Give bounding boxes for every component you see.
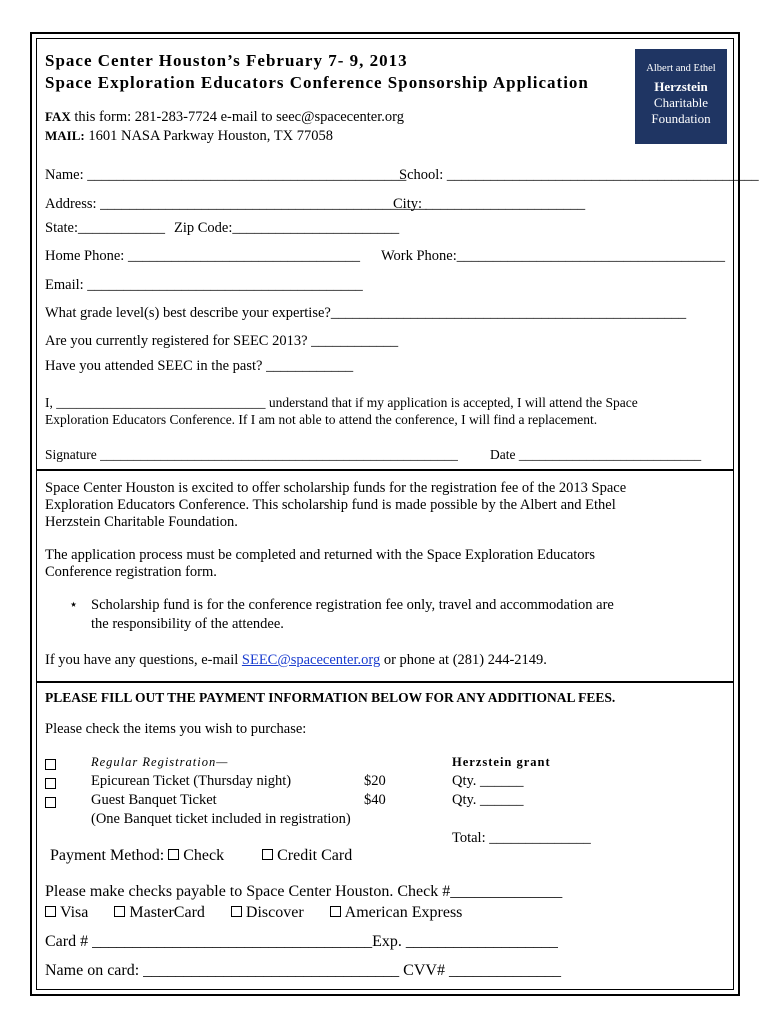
form-frame bbox=[36, 38, 759, 990]
payment-method-label: Payment Method: bbox=[50, 847, 165, 864]
purchase-instruction: Please check the items you wish to purchase: bbox=[45, 721, 307, 737]
email-field[interactable]: Email: ______________________________________ bbox=[45, 277, 363, 293]
total-field[interactable]: Total: ______________ bbox=[452, 830, 591, 846]
item2-checkbox[interactable] bbox=[45, 776, 60, 794]
credit-card-label: Credit Card bbox=[277, 847, 353, 864]
item3-qty[interactable]: Qty. ______ bbox=[452, 792, 524, 808]
banquet-note: (One Banquet ticket included in registration) bbox=[91, 811, 351, 827]
card-type-row bbox=[45, 904, 462, 922]
info-p2-line-2: Conference registration form. bbox=[45, 564, 217, 580]
title-line-1: Space Center Houston’s February 7- 9, 2013 bbox=[45, 51, 408, 70]
contact-prefix: If you have any questions, e-mail bbox=[45, 652, 242, 668]
grade-level-field[interactable]: What grade level(s) best describe your expertise?_________________________________________________ bbox=[45, 305, 687, 321]
logo-line-3: Charitable bbox=[653, 95, 709, 110]
name-on-card-field[interactable]: Name on card: ________________________________ CVV# ______________ bbox=[45, 962, 561, 979]
discover-label: Discover bbox=[245, 904, 304, 921]
amex-checkbox[interactable] bbox=[330, 906, 341, 917]
item1-checkbox[interactable] bbox=[45, 757, 60, 775]
checks-payable-line[interactable]: Please make checks payable to Space Center Houston. Check #______________ bbox=[45, 883, 563, 900]
item2-qty[interactable]: Qty. ______ bbox=[452, 773, 524, 789]
applicant-section bbox=[37, 39, 759, 471]
name-field[interactable]: Name: ____________________________________________ bbox=[45, 167, 407, 183]
signature-field[interactable]: Signature _____________________________________________________ bbox=[45, 447, 458, 462]
mail-text: 1601 NASA Parkway Houston, TX 77058 bbox=[84, 128, 333, 144]
info-p2-line-1: The application process must be completed and returned with the Space Exploration Educators bbox=[45, 547, 596, 563]
mastercard-checkbox[interactable] bbox=[114, 906, 125, 917]
fax-text: this form: 281-283-7724 e-mail to seec@spacecenter.org bbox=[70, 109, 404, 125]
home-phone-field[interactable]: Home Phone: ________________________________ bbox=[45, 248, 360, 264]
discover-checkbox[interactable] bbox=[231, 906, 242, 917]
title-line-2: Space Exploration Educators Conference Sponsorship Application bbox=[45, 73, 589, 92]
attended-field[interactable]: Have you attended SEEC in the past? ____________ bbox=[45, 358, 354, 374]
address-field[interactable]: Address: _____________________________________________ bbox=[45, 196, 427, 212]
item3-checkbox[interactable] bbox=[45, 795, 60, 813]
fax-label: FAX bbox=[45, 109, 71, 124]
payment-method-row bbox=[50, 847, 352, 865]
bullet-line-1: Scholarship fund is for the conference registration fee only, travel and accommodation are bbox=[91, 597, 614, 613]
contact-email-link[interactable]: SEEC@spacecenter.org bbox=[241, 652, 381, 668]
logo-line-2: Herzstein bbox=[654, 79, 708, 94]
fax-line bbox=[45, 109, 404, 126]
payment-section bbox=[37, 683, 733, 989]
state-field[interactable]: State:____________ bbox=[45, 220, 166, 236]
check-label: Check bbox=[183, 847, 225, 864]
card-number-field[interactable]: Card # ___________________________________Exp. ___________________ bbox=[45, 933, 558, 950]
agreement-line-2: Exploration Educators Conference. If I am not able to attend the conference, I will find a replacement. bbox=[45, 412, 598, 427]
contact-suffix: or phone at (281) 244-2149. bbox=[380, 652, 547, 668]
credit-card-checkbox[interactable] bbox=[262, 849, 273, 860]
item3-price: $40 bbox=[364, 792, 386, 808]
logo-line-4: Foundation bbox=[651, 111, 711, 126]
city-field[interactable]: City: ______________________ bbox=[393, 196, 586, 212]
check-checkbox[interactable] bbox=[168, 849, 179, 860]
logo-line-1: Albert and Ethel bbox=[646, 63, 716, 74]
item1-label: Regular Registration— bbox=[91, 755, 229, 769]
info-p1-line-3: Herzstein Charitable Foundation. bbox=[45, 514, 238, 530]
mail-line bbox=[45, 128, 333, 145]
grant-header: Herzstein grant bbox=[452, 755, 551, 769]
date-field[interactable]: Date ___________________________ bbox=[490, 447, 702, 462]
item3-label: Guest Banquet Ticket bbox=[91, 792, 217, 808]
registered-field[interactable]: Are you currently registered for SEEC 2013? ____________ bbox=[45, 333, 399, 349]
page-border bbox=[30, 32, 759, 996]
mastercard-label: MasterCard bbox=[129, 904, 205, 921]
school-field[interactable]: School: ___________________________________________ bbox=[399, 167, 759, 183]
bullet-line-2: the responsibility of the attendee. bbox=[91, 616, 284, 632]
foundation-logo bbox=[635, 49, 727, 144]
agreement-line-1[interactable]: I, _______________________________ understand that if my application is accepted, I will attend the Space bbox=[45, 395, 638, 410]
amex-label: American Express bbox=[344, 904, 463, 921]
zip-field[interactable]: Zip Code:_______________________ bbox=[174, 220, 400, 236]
work-phone-field[interactable]: Work Phone:_____________________________________ bbox=[381, 248, 726, 264]
item2-price: $20 bbox=[364, 773, 386, 789]
item2-label: Epicurean Ticket (Thursday night) bbox=[91, 773, 292, 789]
mail-label: MAIL: bbox=[45, 128, 85, 143]
contact-line bbox=[45, 652, 547, 669]
bullet-star-icon: ⋆ bbox=[69, 597, 79, 613]
info-p1-line-2: Exploration Educators Conference. This scholarship fund is made possible by the Albert and Ethel bbox=[45, 497, 616, 513]
visa-checkbox[interactable] bbox=[45, 906, 56, 917]
visa-label: Visa bbox=[60, 904, 89, 921]
scholarship-info-section bbox=[37, 471, 733, 683]
info-p1-line-1: Space Center Houston is excited to offer scholarship funds for the registration fee of the 2013 Space bbox=[45, 480, 627, 496]
payment-heading: PLEASE FILL OUT THE PAYMENT INFORMATION BELOW FOR ANY ADDITIONAL FEES. bbox=[45, 690, 616, 705]
